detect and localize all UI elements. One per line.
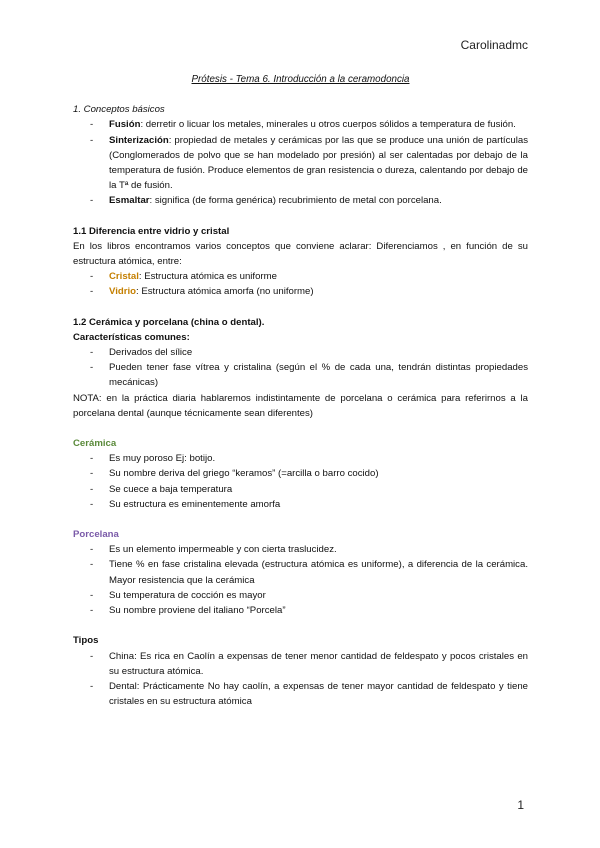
definition: : propiedad de metales y cerámicas por las que se produce una unión de partículas (Conglomerados de polvo que se han modelado por presión) al ser calentadas por debajo de la temperatura de fusión. Produce elementos de gran resistencia o dureza, calentando por debajo de la Tª de fusión. <box>109 134 528 192</box>
section-1-1-heading: 1.1 Diferencia entre vidrio y cristal <box>73 225 230 237</box>
list-item: - Tiene % en fase cristalina elevada (estructura atómica es uniforme), a diferencia de la cerámica. Mayor resistencia que la cerámica <box>73 557 528 587</box>
crystal-glass-list <box>73 269 528 299</box>
list-item: - Su temperatura de cocción es mayor <box>73 588 528 603</box>
definition: : Estructura atómica es uniforme <box>138 271 277 283</box>
term: Esmaltar <box>109 195 150 207</box>
list-item <box>73 117 528 132</box>
common-features-list <box>73 345 528 391</box>
list-item: - Es muy poroso Ej: botijo. <box>73 451 528 466</box>
definition: : derretir o licuar los metales, minerales u otros cuerpos sólidos a temperatura de fusión. <box>140 119 516 131</box>
ceramica-list <box>73 451 528 512</box>
term-cristal: Cristal <box>109 271 139 283</box>
tipos-heading: Tipos <box>73 635 99 647</box>
ceramica-heading: Cerámica <box>73 438 117 450</box>
section-1-heading: 1. Conceptos básicos <box>73 104 165 116</box>
list-item: - Su nombre proviene del italiano “Porcela” <box>73 603 528 618</box>
page-number: 1 <box>517 798 524 812</box>
porcelana-heading: Porcelana <box>73 529 119 541</box>
common-features-heading: Características comunes: <box>73 331 190 343</box>
definition: : Estructura atómica amorfa (no uniforme) <box>136 286 314 298</box>
tipos-list <box>73 649 528 710</box>
author-header: Carolinadmc <box>460 38 528 52</box>
concepts-list <box>73 117 528 208</box>
list-item <box>73 133 528 194</box>
list-item: - Se cuece a baja temperatura <box>73 482 528 497</box>
term: Sinterización <box>109 134 169 146</box>
definition: : significa (de forma genérica) recubrimiento de metal con porcelana. <box>149 195 442 207</box>
section-1-2-heading: 1.2 Cerámica y porcelana (china o dental). <box>73 316 265 328</box>
list-item <box>73 284 528 299</box>
term: Fusión <box>109 119 141 131</box>
list-item: - Es un elemento impermeable y con cierta traslucidez. <box>73 542 528 557</box>
section-1-1-intro: En los libros encontramos varios conceptos que conviene aclarar: Diferenciamos , en función de su estructura atómica, entre: <box>73 240 528 268</box>
term-vidrio: Vidrio <box>109 286 137 298</box>
list-item: - Derivados del sílice <box>73 345 528 360</box>
list-item <box>73 269 528 284</box>
list-item <box>73 193 528 208</box>
document-body <box>73 72 528 709</box>
porcelana-list <box>73 542 528 618</box>
list-item: - Dental: Prácticamente No hay caolín, a expensas de tener mayor cantidad de feldespato y tiene cristales en su estructura atómica <box>73 679 528 709</box>
list-item: - Su estructura es eminentemente amorfa <box>73 497 528 512</box>
list-item: - Su nombre deriva del griego “keramos” (=arcilla o barro cocido) <box>73 466 528 481</box>
list-item: - Pueden tener fase vítrea y cristalina (según el % de cada una, tendrán distintas propiedades mecánicas) <box>73 360 528 390</box>
list-item: - China: Es rica en Caolín a expensas de tener menor cantidad de feldespato y pocos cristales en su estructura atómica. <box>73 649 528 679</box>
note-paragraph: NOTA: en la práctica diaria hablaremos indistintamente de porcelana o cerámica para referirnos a la porcelana dental (aunque técnicamente sean diferentes) <box>73 392 528 419</box>
document-title: Prótesis - Tema 6. Introducción a la ceramodoncia <box>191 74 410 85</box>
